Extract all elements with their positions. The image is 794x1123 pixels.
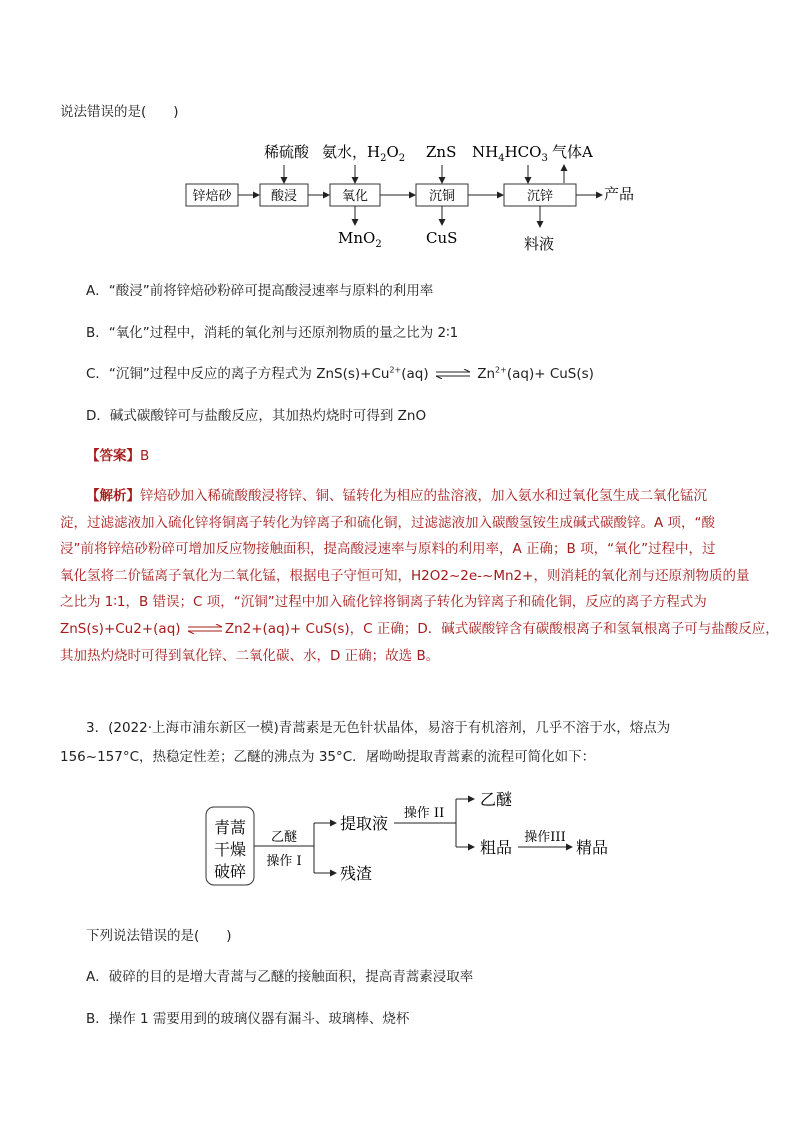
residue: 残渣	[340, 864, 373, 883]
q3-flow-diagram	[200, 785, 620, 895]
flow-label-oxidation: 氧化	[341, 189, 369, 204]
q2-flow-diagram	[180, 135, 650, 260]
start-line3: 破碎	[213, 862, 247, 881]
equilibrium-arrow-icon	[435, 369, 471, 379]
op1-reagent: 乙醚	[270, 830, 298, 845]
op3-label: 操作III	[524, 830, 566, 845]
fine-product: 精品	[576, 838, 609, 857]
flow-label-zinc-calcine: 锌焙砂	[192, 189, 232, 204]
q3-stem-line2: 156~157°C，热稳定性差；乙醚的沸点为 35°C．屠呦呦提取青蒿素的流程可简化如下：	[60, 749, 596, 765]
input-dilute-sulfuric: 稀硫酸	[264, 143, 310, 161]
q2-option-c: C．“沉铜”过程中反应的离子方程式为 $ZnS(s)+Cu^{2+}(aq)$ $Zn^{2+}(aq)+ CuS(s)$	[86, 365, 594, 382]
ether-out: 乙醚	[480, 790, 513, 809]
q2-stem: 说法错误的是( )	[60, 104, 179, 120]
q3-option-a: A．破碎的目的是增大青蒿与乙醚的接触面积，提高青蒿素浸取率	[86, 969, 474, 985]
start-line1: 青蒿	[213, 818, 247, 837]
analysis-label: 【解析】	[86, 488, 140, 504]
op1-label: 操作 I	[266, 854, 302, 869]
output-gas-a: 气体A	[552, 143, 593, 161]
equilibrium-arrow-icon	[187, 624, 223, 634]
input-zns: ZnS	[426, 143, 457, 161]
q2-option-b: B．“氧化”过程中，消耗的氧化剂与还原剂物质的量之比为 2∶1	[86, 325, 459, 341]
input-ammonia-h2o2: 氨水，$H_2O_2$	[322, 143, 406, 164]
flow-label-zinc-precip: 沉锌	[526, 189, 554, 204]
input-nh4hco3: $NH_4HCO_3$	[472, 143, 548, 164]
q2-answer: 【答案】B	[86, 448, 150, 464]
output-product: 产品	[604, 185, 635, 203]
q3-stem-line1: 3．(2022·上海市浦东新区一模)青蒿素是无色针状晶体，易溶于有机溶剂，几乎不溶于水，熔点为	[86, 720, 671, 736]
flow-label-copper-precip: 沉铜	[428, 189, 456, 204]
extract-liquid: 提取液	[340, 814, 389, 833]
q3-ask: 下列说法错误的是( )	[86, 928, 232, 944]
output-material-liquid: 料液	[524, 235, 555, 253]
op2-label: 操作 II	[403, 806, 445, 821]
crude-product: 粗品	[480, 838, 513, 857]
q2-option-a: A．“酸浸”前将锌焙砂粉碎可提高酸浸速率与原料的利用率	[86, 283, 434, 299]
q3-option-b: B．操作 1 需要用到的玻璃仪器有漏斗、玻璃棒、烧杯	[86, 1011, 410, 1027]
flow-label-acid-leach: 酸浸	[270, 189, 298, 204]
q2-analysis: 【解析】锌焙砂加入稀硫酸酸浸将锌、铜、锰转化为相应的盐溶液，加入氨水和过氧化氢生成二氧化锰沉 淀，过滤滤液加入硫化锌将铜离子转化为锌离子和硫化铜，过滤滤液加入碳酸氢铵生成碱式碳酸锌。A 项，“酸 浸”前将锌焙砂粉碎可增加反应物接触面积，提高酸浸速率与原料的利用率，A 正确；B 项，“氧化”过程中，过 氧化氢将二价锰离子氧化为二氧化锰，根据电子守恒可知，H2O2~2e-~Mn2+，则消耗的氧化剂与还原剂物质的量 之比为 1∶1，B 错误；C 项，“沉铜”过程中加入硫化锌将铜离子转化为锌离子和硫化铜，反应的离子方程式为 ZnS(s)+Cu2+(aq) Zn2+(aq)+ CuS(s)，C 正确；D．碱式碳酸锌含有碳酸根离子和氢氧根离子可与盐酸反应， 其加热灼烧时可得到氧化锌、二氧化碳、水，D 正确；故选 B。	[60, 488, 779, 664]
output-mno2: MnO$_2$	[338, 229, 382, 250]
q2-option-d: D．碱式碳酸锌可与盐酸反应，其加热灼烧时可得到 ZnO	[86, 408, 427, 424]
output-cus: CuS	[426, 229, 458, 247]
start-line2: 干燥	[213, 840, 247, 859]
